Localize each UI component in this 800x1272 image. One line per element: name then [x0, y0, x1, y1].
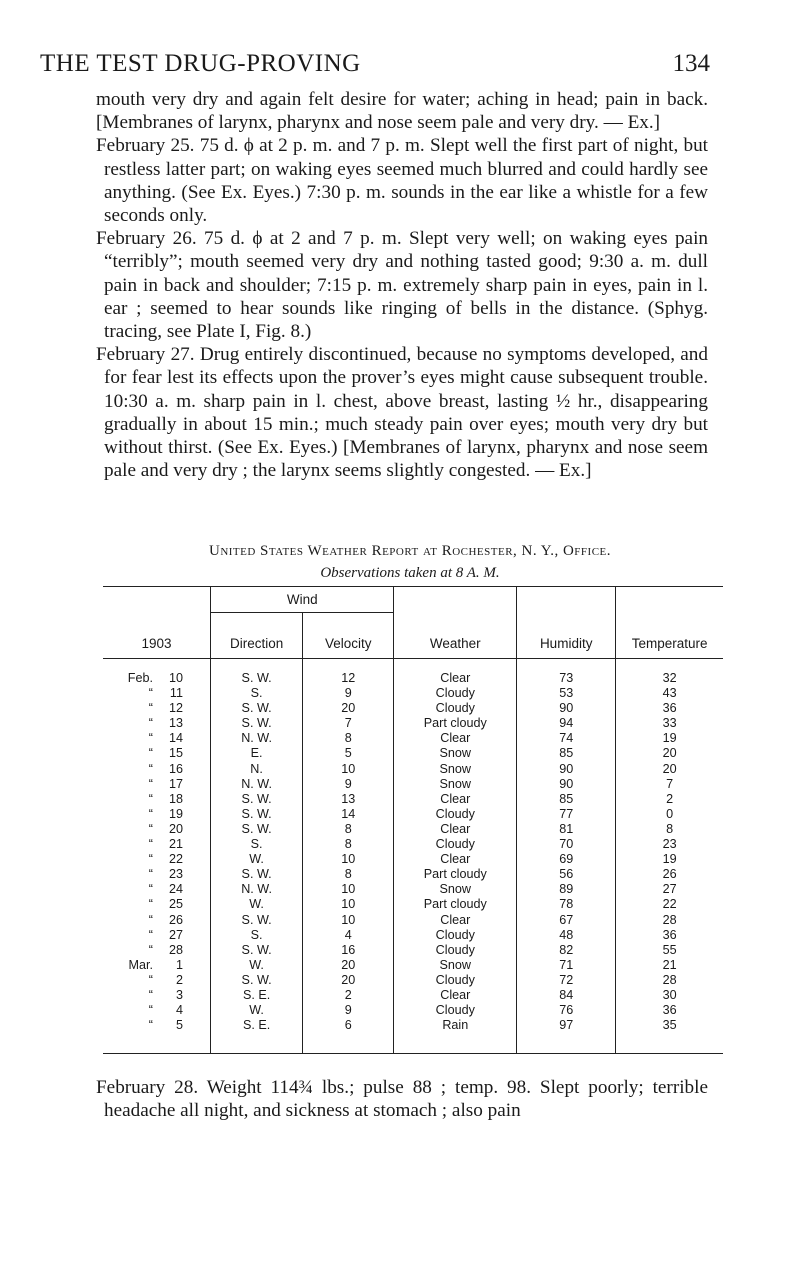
table-row	[103, 1003, 723, 1018]
velocity-cell: 4	[303, 928, 394, 943]
weather-cell: Cloudy	[394, 973, 517, 988]
paragraph: mouth very dry and again felt desire for water; aching in head; pain in back. [Membranes of larynx, pharynx and nose seem pale and very dry. — Ex.]	[96, 89, 708, 134]
humidity-cell: 69	[517, 852, 616, 867]
table-row	[103, 867, 723, 882]
day: 19	[168, 806, 183, 821]
table-row	[103, 731, 723, 746]
day: 22	[168, 852, 183, 867]
weather-cell: Clear	[394, 913, 517, 928]
month: “	[148, 882, 153, 897]
table-subcaption: Observations taken at 8 A. M.	[320, 565, 500, 581]
temperature-cell: 22	[616, 897, 723, 912]
table-row	[103, 1018, 723, 1054]
direction-cell: N. W.	[211, 882, 303, 897]
date-cell	[103, 762, 211, 777]
velocity-cell: 20	[303, 701, 394, 716]
humidity-cell: 85	[517, 746, 616, 761]
temperature-cell: 55	[616, 943, 723, 958]
direction-cell: E.	[211, 746, 303, 761]
velocity-cell: 10	[303, 852, 394, 867]
direction-cell: N.	[211, 762, 303, 777]
month: “	[148, 821, 153, 836]
table-row	[103, 943, 723, 958]
humidity-cell: 74	[517, 731, 616, 746]
weather-cell: Part cloudy	[394, 716, 517, 731]
direction-cell: S. W.	[211, 973, 303, 988]
temperature-header: Temperature	[616, 587, 723, 659]
day: 5	[175, 1018, 183, 1033]
temperature-cell: 2	[616, 792, 723, 807]
date-cell	[103, 777, 211, 792]
velocity-cell: 20	[303, 958, 394, 973]
weather-cell: Clear	[394, 822, 517, 837]
weather-cell: Snow	[394, 777, 517, 792]
table-row	[103, 958, 723, 973]
humidity-cell: 81	[517, 822, 616, 837]
velocity-cell: 13	[303, 792, 394, 807]
table-row	[103, 701, 723, 716]
day: 18	[168, 791, 183, 806]
date-cell	[103, 928, 211, 943]
weather-cell: Snow	[394, 746, 517, 761]
weather-cell: Clear	[394, 792, 517, 807]
weather-cell: Cloudy	[394, 807, 517, 822]
temperature-cell: 32	[616, 659, 723, 687]
month: “	[148, 1018, 153, 1033]
table-row	[103, 852, 723, 867]
month: “	[148, 701, 153, 716]
velocity-cell: 9	[303, 1003, 394, 1018]
page-header	[40, 50, 710, 80]
header-row	[103, 587, 723, 613]
humidity-cell: 97	[517, 1018, 616, 1054]
date-cell	[103, 852, 211, 867]
day: 25	[168, 897, 183, 912]
table-row	[103, 686, 723, 701]
humidity-cell: 77	[517, 807, 616, 822]
direction-cell: S.	[211, 837, 303, 852]
month: “	[148, 927, 153, 942]
month: “	[148, 776, 153, 791]
table-row	[103, 716, 723, 731]
direction-cell: W.	[211, 958, 303, 973]
date-cell	[103, 943, 211, 958]
month: “	[148, 731, 153, 746]
humidity-cell: 67	[517, 913, 616, 928]
day: 4	[175, 1003, 183, 1018]
diary-entry: February 28. Weight 114¾ lbs.; pulse 88 ; temp. 98. Slept poorly; terrible headache all night, and sickness at stomach ; also pain	[96, 1077, 708, 1122]
date-cell	[103, 897, 211, 912]
humidity-cell: 53	[517, 686, 616, 701]
weather-cell: Cloudy	[394, 928, 517, 943]
date-cell	[103, 1003, 211, 1018]
diary-entry: February 25. 75 d. ϕ at 2 p. m. and 7 p. m. Slept well the first part of night, but restless latter part; on waking eyes seemed much blurred and could hardly see anything. (See Ex. Eyes.) 7:30 p. m. sounds in the ear like a whistle for a few seconds only.	[96, 135, 708, 227]
weather-cell: Clear	[394, 852, 517, 867]
weather-cell: Cloudy	[394, 686, 517, 701]
day: 3	[175, 987, 183, 1002]
month: “	[148, 761, 153, 776]
date-cell	[103, 659, 211, 687]
direction-cell: W.	[211, 897, 303, 912]
date-cell	[103, 792, 211, 807]
humidity-cell: 84	[517, 988, 616, 1003]
humidity-cell: 78	[517, 897, 616, 912]
day: 15	[168, 746, 183, 761]
weather-cell: Cloudy	[394, 837, 517, 852]
velocity-cell: 10	[303, 882, 394, 897]
velocity-cell: 14	[303, 807, 394, 822]
table-row	[103, 973, 723, 988]
month: “	[148, 1003, 153, 1018]
date-cell	[103, 746, 211, 761]
temperature-cell: 8	[616, 822, 723, 837]
weather-cell: Rain	[394, 1018, 517, 1054]
day: 11	[169, 686, 183, 701]
humidity-cell: 94	[517, 716, 616, 731]
temperature-cell: 36	[616, 701, 723, 716]
month: “	[148, 897, 153, 912]
temperature-cell: 36	[616, 1003, 723, 1018]
body-text-bottom	[96, 1076, 708, 1122]
weather-cell: Part cloudy	[394, 867, 517, 882]
humidity-cell: 56	[517, 867, 616, 882]
table-body	[103, 659, 723, 1054]
month: “	[148, 806, 153, 821]
humidity-cell: 76	[517, 1003, 616, 1018]
table-caption: United States Weather Report at Rochester, N. Y., Office.	[208, 543, 611, 559]
table-row	[103, 928, 723, 943]
month: Mar.	[128, 957, 153, 972]
weather-cell: Cloudy	[394, 1003, 517, 1018]
page-number: 134	[672, 50, 710, 77]
velocity-cell: 5	[303, 746, 394, 761]
day: 17	[168, 776, 183, 791]
velocity-cell: 20	[303, 973, 394, 988]
month: “	[148, 837, 153, 852]
month: “	[148, 852, 153, 867]
month: “	[148, 972, 153, 987]
temperature-cell: 19	[616, 731, 723, 746]
date-cell	[103, 988, 211, 1003]
direction-cell: W.	[211, 852, 303, 867]
humidity-cell: 90	[517, 777, 616, 792]
table-row	[103, 988, 723, 1003]
velocity-header: Velocity	[303, 613, 394, 659]
weather-cell: Snow	[394, 958, 517, 973]
velocity-cell: 10	[303, 897, 394, 912]
day: 14	[168, 731, 183, 746]
direction-cell: S. W.	[211, 943, 303, 958]
day: 16	[168, 761, 183, 776]
velocity-cell: 16	[303, 943, 394, 958]
velocity-cell: 9	[303, 686, 394, 701]
weather-cell: Cloudy	[394, 701, 517, 716]
direction-cell: S.	[211, 928, 303, 943]
humidity-cell: 70	[517, 837, 616, 852]
velocity-cell: 8	[303, 837, 394, 852]
temperature-cell: 23	[616, 837, 723, 852]
date-cell	[103, 701, 211, 716]
humidity-cell: 90	[517, 762, 616, 777]
month: “	[148, 912, 153, 927]
date-cell	[103, 807, 211, 822]
velocity-cell: 10	[303, 913, 394, 928]
direction-cell: S. W.	[211, 659, 303, 687]
table-row	[103, 777, 723, 792]
humidity-cell: 73	[517, 659, 616, 687]
direction-cell: S. W.	[211, 792, 303, 807]
direction-cell: S. W.	[211, 701, 303, 716]
velocity-cell: 10	[303, 762, 394, 777]
diary-entry: February 27. Drug entirely discontinued, because no symptoms developed, and for fear lest its effects upon the prover’s eyes might cause subsequent trouble. 10:30 a. m. sharp pain in l. chest, above breast, lasting ½ hr., disappearing gradually in about 15 min.; much steady pain over eyes; mouth very dry but without thirst. (See Ex. Eyes.) [Membranes of larynx, pharynx and nose seem pale and very dry ; the larynx seems slightly congested. — Ex.]	[96, 344, 708, 482]
humidity-cell: 48	[517, 928, 616, 943]
month: “	[148, 867, 153, 882]
direction-cell: N. W.	[211, 777, 303, 792]
temperature-cell: 20	[616, 746, 723, 761]
humidity-cell: 72	[517, 973, 616, 988]
velocity-cell: 8	[303, 731, 394, 746]
direction-cell: S.	[211, 686, 303, 701]
temperature-cell: 28	[616, 973, 723, 988]
humidity-cell: 82	[517, 943, 616, 958]
day: 24	[168, 882, 183, 897]
velocity-cell: 7	[303, 716, 394, 731]
weather-header: Weather	[394, 587, 517, 659]
direction-cell: S. W.	[211, 807, 303, 822]
direction-cell: S. W.	[211, 867, 303, 882]
table-row	[103, 762, 723, 777]
table-row	[103, 659, 723, 687]
table-row	[103, 897, 723, 912]
running-title: THE TEST DRUG-PROVING	[40, 50, 361, 77]
month: “	[148, 942, 153, 957]
direction-cell: W.	[211, 1003, 303, 1018]
humidity-cell: 89	[517, 882, 616, 897]
day: 13	[168, 716, 183, 731]
temperature-cell: 20	[616, 762, 723, 777]
temperature-cell: 7	[616, 777, 723, 792]
day: 20	[168, 821, 183, 836]
diary-entry: February 26. 75 d. ϕ at 2 and 7 p. m. Slept very well; on waking eyes pain “terribly”; mouth seemed very dry and nothing tasted good; 9:30 a. m. dull pain in back and shoulder; 7:15 p. m. extremely sharp pain in eyes, pain in l. ear ; seemed to hear sounds like ringing of bells in the distance. (Sphyg. tracing, see Plate I, Fig. 8.)	[96, 228, 708, 343]
table-row	[103, 822, 723, 837]
date-cell	[103, 913, 211, 928]
wind-header: Wind	[211, 587, 394, 613]
humidity-cell: 85	[517, 792, 616, 807]
month: “	[148, 987, 153, 1002]
weather-cell: Snow	[394, 882, 517, 897]
humidity-cell: 71	[517, 958, 616, 973]
date-cell	[103, 686, 211, 701]
temperature-cell: 43	[616, 686, 723, 701]
velocity-cell: 12	[303, 659, 394, 687]
day: 10	[168, 671, 183, 685]
direction-cell: N. W.	[211, 731, 303, 746]
temperature-cell: 35	[616, 1018, 723, 1054]
day: 28	[168, 942, 183, 957]
velocity-cell: 9	[303, 777, 394, 792]
month: “	[148, 686, 153, 701]
weather-cell: Snow	[394, 762, 517, 777]
direction-cell: S. W.	[211, 822, 303, 837]
year-header: 1903	[103, 587, 211, 659]
day: 12	[168, 701, 183, 716]
weather-cell: Part cloudy	[394, 897, 517, 912]
date-cell	[103, 867, 211, 882]
weather-table	[103, 586, 723, 1054]
direction-cell: S. E.	[211, 988, 303, 1003]
temperature-cell: 33	[616, 716, 723, 731]
day: 26	[168, 912, 183, 927]
table-row	[103, 807, 723, 822]
table-row	[103, 792, 723, 807]
weather-cell: Clear	[394, 988, 517, 1003]
month: “	[148, 791, 153, 806]
temperature-cell: 27	[616, 882, 723, 897]
date-cell	[103, 822, 211, 837]
direction-cell: S. W.	[211, 716, 303, 731]
month: Feb.	[127, 671, 153, 685]
weather-cell: Clear	[394, 659, 517, 687]
table-row	[103, 913, 723, 928]
date-cell	[103, 882, 211, 897]
date-cell	[103, 1018, 211, 1054]
table-row	[103, 882, 723, 897]
date-cell	[103, 716, 211, 731]
temperature-cell: 21	[616, 958, 723, 973]
day: 2	[175, 972, 183, 987]
month: “	[148, 746, 153, 761]
direction-cell: S. W.	[211, 913, 303, 928]
velocity-cell: 2	[303, 988, 394, 1003]
temperature-cell: 30	[616, 988, 723, 1003]
month: “	[148, 716, 153, 731]
day: 21	[168, 837, 183, 852]
day: 27	[168, 927, 183, 942]
day: 23	[168, 867, 183, 882]
velocity-cell: 8	[303, 822, 394, 837]
temperature-cell: 36	[616, 928, 723, 943]
date-cell	[103, 731, 211, 746]
velocity-cell: 6	[303, 1018, 394, 1054]
humidity-cell: 90	[517, 701, 616, 716]
velocity-cell: 8	[303, 867, 394, 882]
date-cell	[103, 958, 211, 973]
direction-cell: S. E.	[211, 1018, 303, 1054]
date-cell	[103, 837, 211, 852]
date-cell	[103, 973, 211, 988]
table-row	[103, 746, 723, 761]
day: 1	[175, 957, 183, 972]
humidity-header: Humidity	[517, 587, 616, 659]
temperature-cell: 19	[616, 852, 723, 867]
weather-cell: Clear	[394, 731, 517, 746]
table-row	[103, 837, 723, 852]
weather-cell: Cloudy	[394, 943, 517, 958]
temperature-cell: 26	[616, 867, 723, 882]
temperature-cell: 28	[616, 913, 723, 928]
temperature-cell: 0	[616, 807, 723, 822]
body-text-top	[96, 88, 708, 482]
direction-header: Direction	[211, 613, 303, 659]
